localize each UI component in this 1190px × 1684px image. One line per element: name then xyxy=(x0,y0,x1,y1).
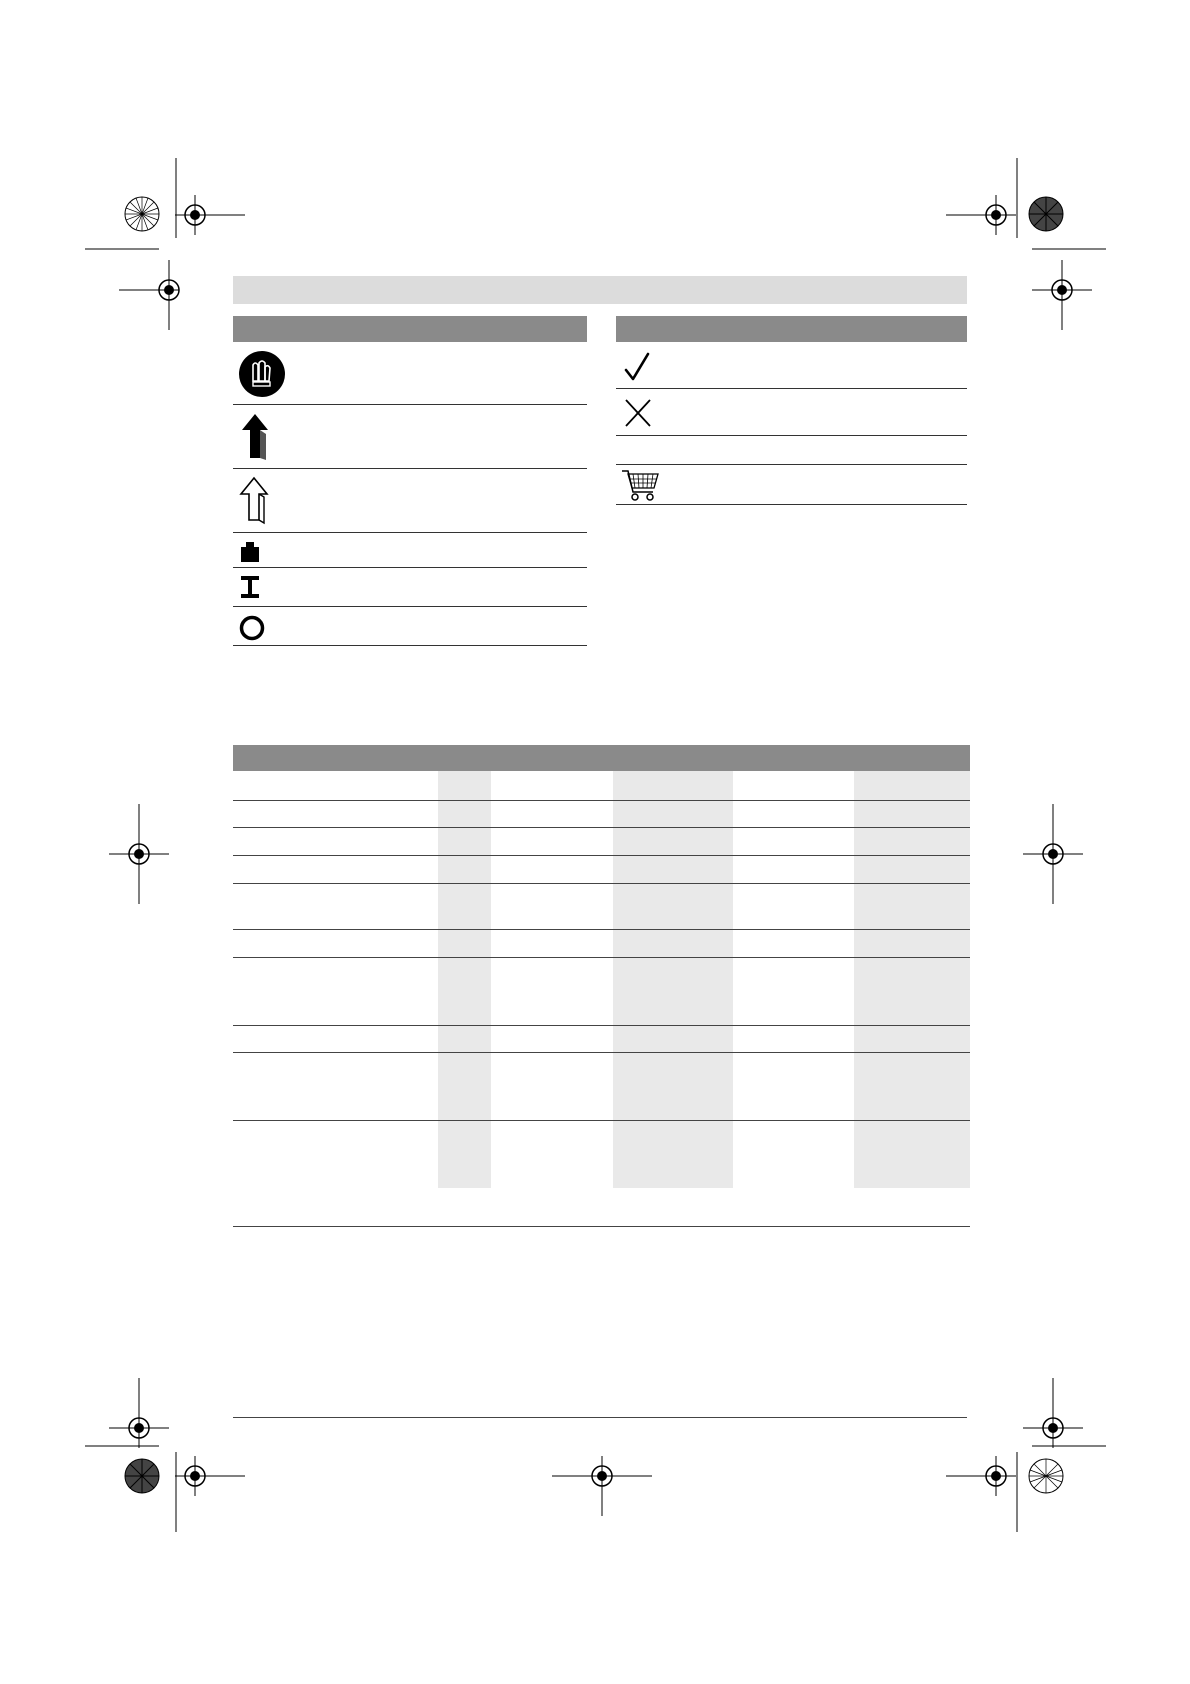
outline-up-arrow-icon xyxy=(240,477,270,523)
checkmark-icon xyxy=(624,352,650,382)
left-table-header xyxy=(233,316,587,342)
starburst-target-icon xyxy=(1028,1458,1064,1494)
crosshair-target-icon xyxy=(1032,250,1092,330)
data-table-header xyxy=(233,745,970,771)
table-row xyxy=(233,800,970,801)
footer-rule xyxy=(233,1417,967,1418)
row-divider xyxy=(233,532,587,533)
row-divider xyxy=(233,645,587,646)
header-band xyxy=(233,276,967,304)
crosshair-target-icon xyxy=(1023,804,1083,904)
table-column-shade xyxy=(438,771,491,1188)
table-row xyxy=(233,883,970,884)
table-row xyxy=(233,1025,970,1026)
row-divider xyxy=(233,468,587,469)
table-row xyxy=(233,1120,970,1121)
crosshair-target-icon xyxy=(119,250,179,330)
table-bottom-rule xyxy=(233,1226,970,1227)
starburst-target-icon xyxy=(1028,196,1064,232)
weight-icon xyxy=(240,542,260,562)
crop-line-icon xyxy=(1032,1445,1106,1447)
crosshair-target-icon xyxy=(175,1456,245,1496)
crosshair-target-icon xyxy=(946,1456,1016,1496)
cross-icon xyxy=(624,398,652,428)
table-row xyxy=(233,1052,970,1053)
row-divider xyxy=(616,388,967,389)
starburst-target-icon xyxy=(124,196,160,232)
row-divider xyxy=(233,567,587,568)
table-row xyxy=(233,855,970,856)
starburst-target-icon xyxy=(124,1458,160,1494)
i-beam-icon xyxy=(241,576,259,598)
table-row xyxy=(233,827,970,828)
row-divider xyxy=(233,404,587,405)
gloves-icon xyxy=(239,351,285,397)
table-column-shade xyxy=(854,771,970,1188)
crop-line-icon xyxy=(175,1452,177,1532)
table-row xyxy=(233,957,970,958)
crosshair-target-icon xyxy=(552,1456,652,1516)
crosshair-target-icon xyxy=(109,804,169,904)
crosshair-target-icon xyxy=(946,195,1016,235)
ring-icon xyxy=(239,615,265,641)
row-divider xyxy=(616,435,967,436)
filled-up-arrow-icon xyxy=(240,414,270,460)
crop-line-icon xyxy=(1016,158,1018,238)
row-divider xyxy=(616,464,967,465)
table-row xyxy=(233,929,970,930)
shopping-cart-icon xyxy=(622,470,660,502)
row-divider xyxy=(616,504,967,505)
crosshair-target-icon xyxy=(175,195,245,235)
right-table-header xyxy=(616,316,967,342)
table-column-shade xyxy=(613,771,733,1188)
row-divider xyxy=(233,606,587,607)
crop-line-icon xyxy=(1016,1452,1018,1532)
crop-line-icon xyxy=(85,1445,159,1447)
